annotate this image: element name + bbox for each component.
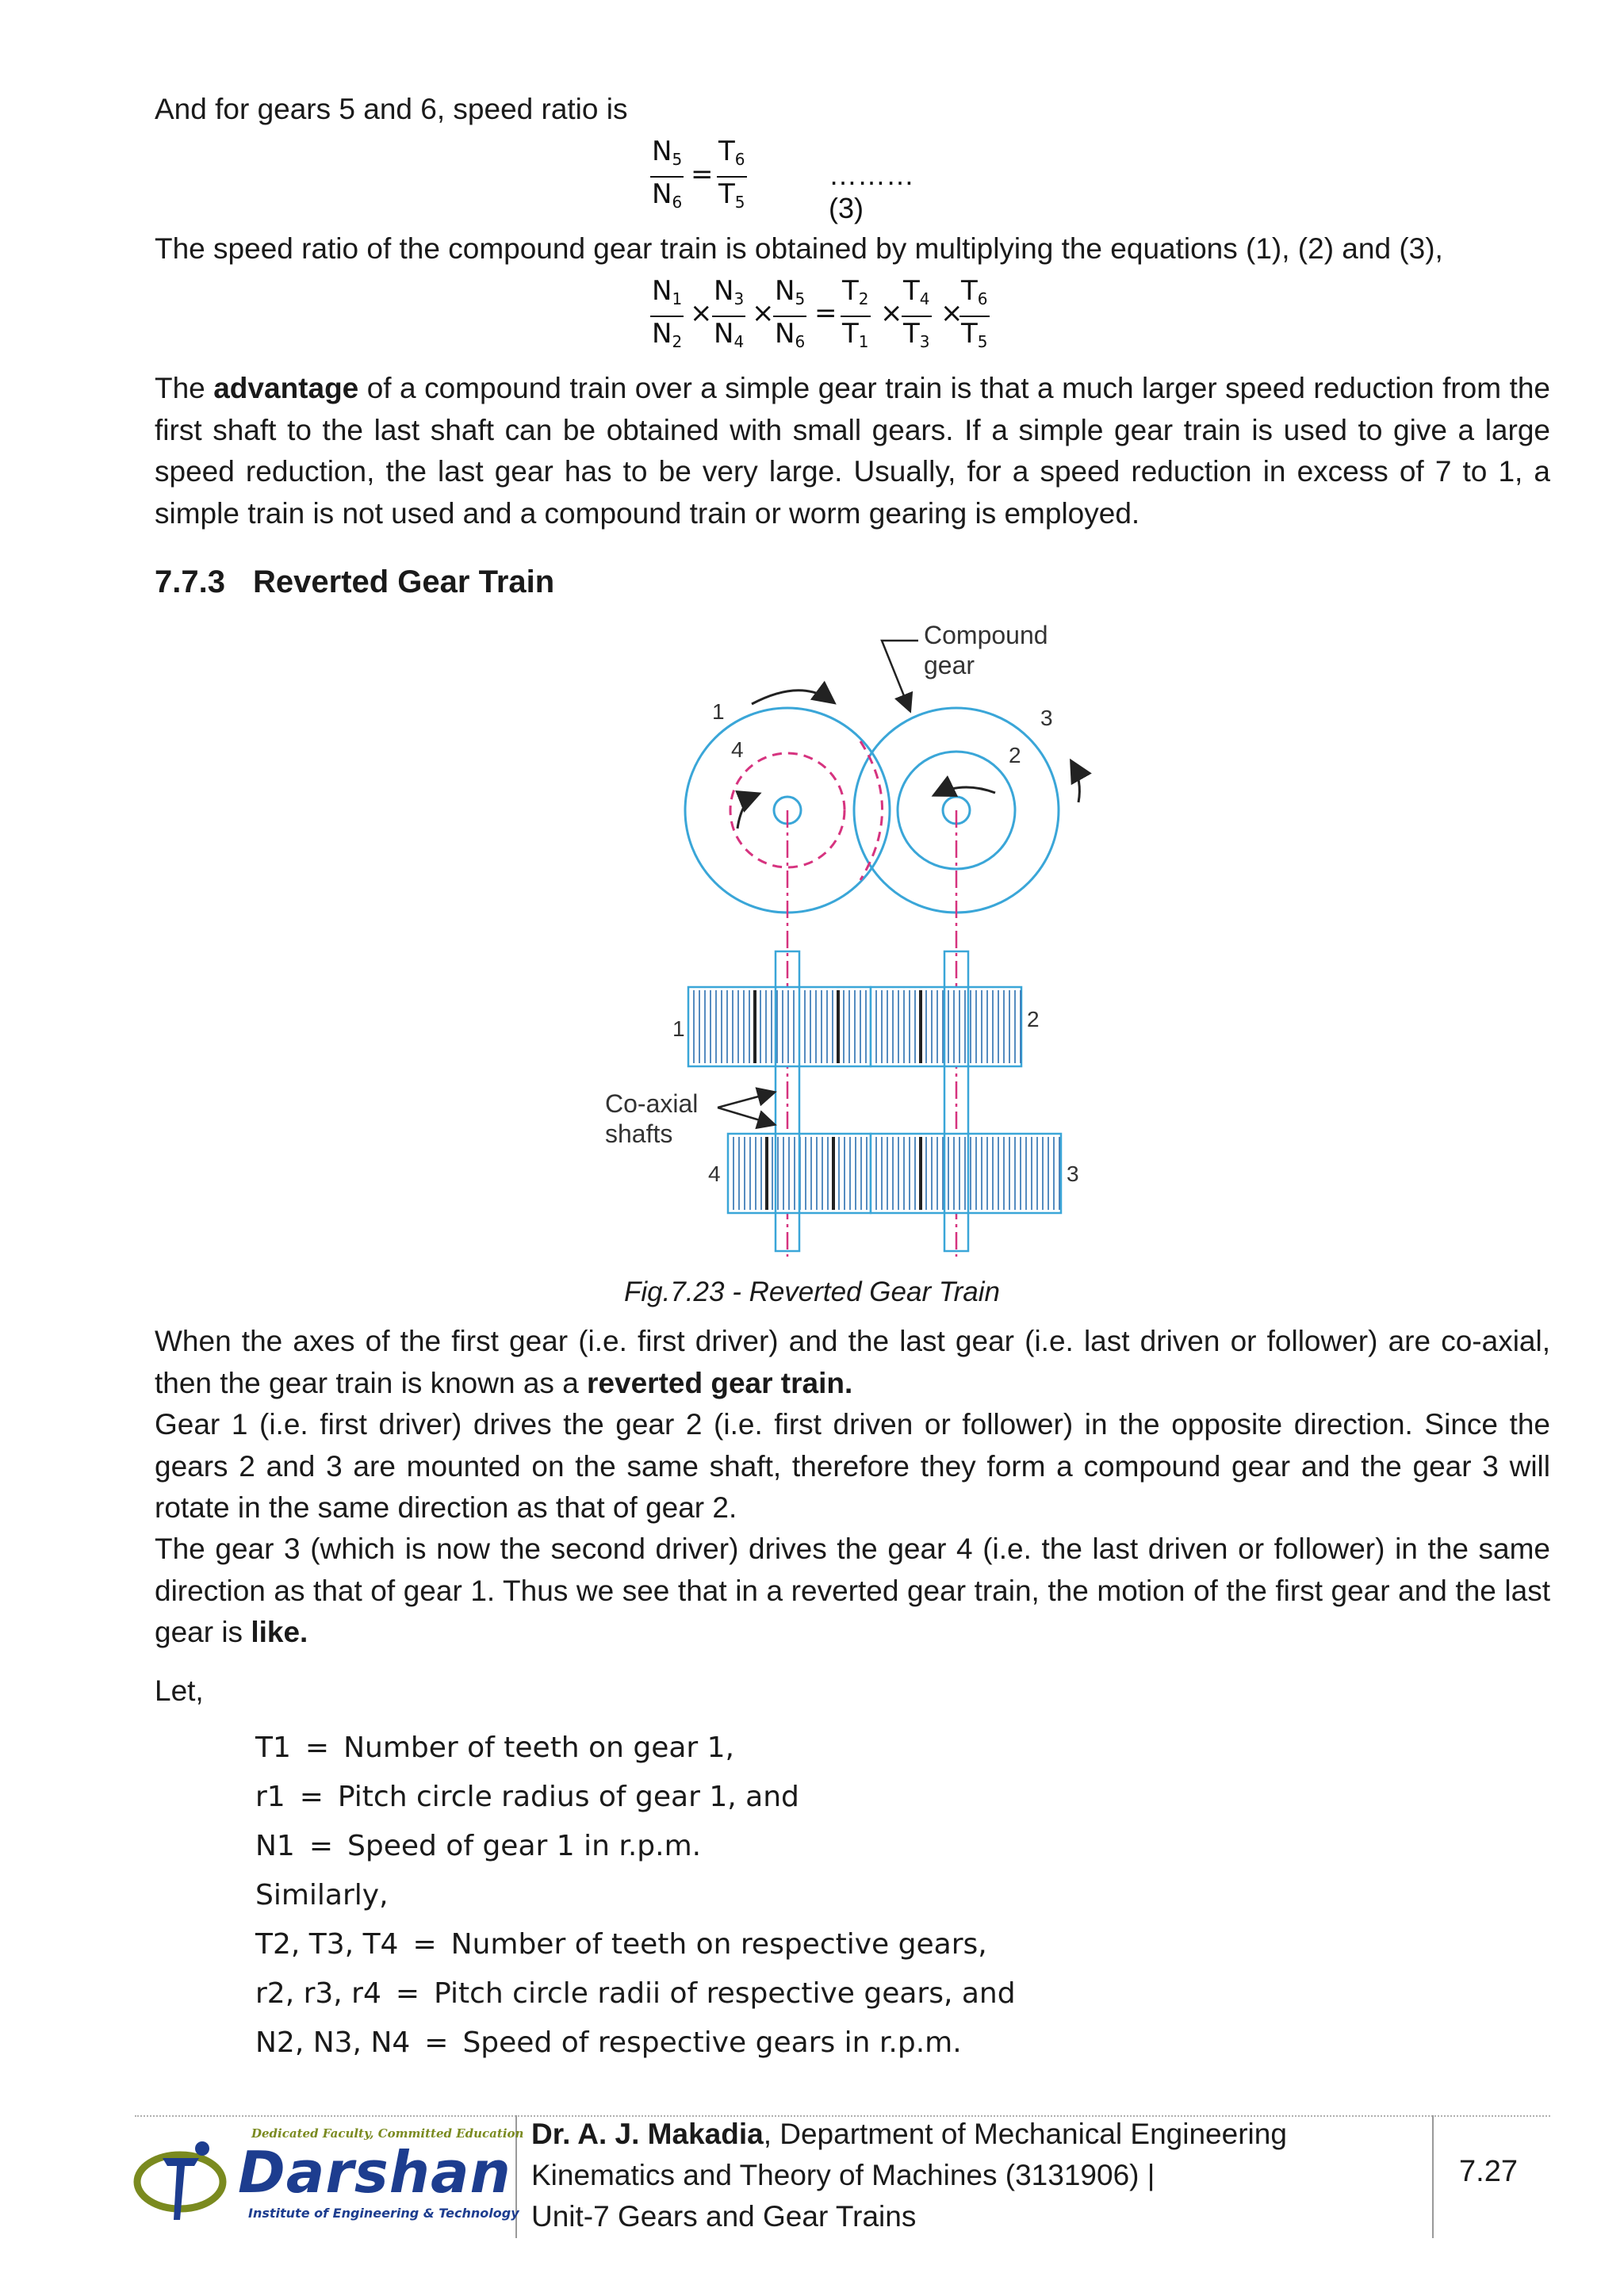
top-label-gear-1: 1 [712, 699, 725, 724]
definition-symbol: N2, N3, N4 [255, 2026, 411, 2059]
footer-author-line [531, 2114, 1287, 2155]
reverted-gear-train-figure [587, 610, 1094, 1269]
footer-info [531, 2114, 1287, 2237]
product-fraction: $\frac{T_4}{T_3}$ [903, 275, 930, 351]
definition-symbol: r1 [255, 1781, 285, 1813]
equation-number: ………(3) [829, 159, 914, 224]
times-sign: × [880, 297, 903, 329]
definition-row [255, 2019, 962, 2068]
product-fraction: $\frac{T_6}{T_5}$ [961, 275, 988, 351]
logo-brand: Darshan [238, 2139, 511, 2206]
definition-description: Similarly, [255, 1879, 389, 1911]
definition-equals: = [299, 1781, 324, 1813]
gear-4-rotation-arrow [737, 794, 757, 828]
definition-equals: = [308, 1830, 334, 1862]
gear-3-side [871, 1134, 1061, 1213]
definition-row [255, 1871, 389, 1920]
advantage-paragraph: The advantage of a compound train over a simple gear train is that a much larger speed reduction from the first shaft to the last shaft can be obtained with small gears. If a simple gear train is used to give a large speed reduction, the last gear has to be very large. Usually, for a speed reduction in excess of 7 to 1, a simple train is not used and a compound train or worm gearing is employed. [155, 372, 1550, 530]
side-label-gear-2: 2 [1027, 1007, 1040, 1031]
darshan-emblem-icon [131, 2126, 234, 2229]
gear-2-side [871, 987, 1021, 1066]
definition-symbol: T1 [255, 1732, 291, 1764]
definition-equals: = [412, 1928, 437, 1961]
definition-description: Pitch circle radius of gear 1, and [337, 1781, 799, 1813]
product-fraction: $\frac{N_3}{N_4}$ [714, 275, 745, 351]
side-label-gear-4: 4 [708, 1161, 721, 1186]
times-sign: × [752, 297, 775, 329]
definition-description: Speed of gear 1 in r.p.m. [347, 1830, 702, 1862]
coaxial-label-line1: Co-axial [605, 1089, 699, 1118]
definition-equals: = [304, 1732, 330, 1764]
intro-text: And for gears 5 and 6, speed ratio is [155, 93, 628, 125]
definition-description: Number of teeth on gear 1, [343, 1732, 735, 1764]
logo-institute: Institute of Engineering & Technology [248, 2206, 519, 2221]
equals-sign: = [814, 297, 837, 329]
top-label-gear-2: 2 [1009, 743, 1021, 767]
definition-description: Speed of respective gears in r.p.m. [462, 2026, 962, 2059]
gear-2-rotation-arrow [936, 787, 995, 794]
gear-1-rotation-arrow [752, 691, 833, 704]
coaxial-shafts-leader [718, 1093, 773, 1124]
definition-row [255, 1822, 701, 1871]
definition-row [255, 1724, 734, 1773]
gear-1-side [688, 987, 871, 1066]
definition-row [255, 1969, 1016, 2019]
gear3-paragraph: The gear 3 (which is now the second driver) drives the gear 4 (i.e. the last driven or follower) in the same direction as that of gear 1. Thus we see that in a reverted gear train, the motion of the first gear and the last gear is like. [155, 1533, 1550, 1648]
top-label-gear-4: 4 [731, 737, 744, 762]
fraction-t6-t5: $\frac{T_6}{T_5}$ [718, 136, 745, 212]
side-label-gear-1: 1 [672, 1016, 685, 1041]
definition-description: Pitch circle radii of respective gears, and [434, 1977, 1016, 2010]
reverted-definition: When the axes of the first gear (i.e. first driver) and the last gear (i.e. last driven or follower) are co-axial, then the gear train is known as a reverted gear train. [155, 1325, 1550, 1399]
darshan-logo [131, 2126, 524, 2229]
figure-caption: Fig.7.23 - Reverted Gear Train [624, 1276, 1000, 1307]
product-fraction: $\frac{T_2}{T_1}$ [842, 275, 869, 351]
top-label-gear-3: 3 [1040, 706, 1053, 730]
logo-tagline: Dedicated Faculty, Committed Education [251, 2126, 524, 2141]
times-sign: × [940, 297, 963, 329]
gear-3-rotation-arrow [1072, 763, 1079, 802]
definition-row [255, 1920, 987, 1969]
definition-equals: = [395, 1977, 420, 2010]
product-fraction: $\frac{N_1}{N_2}$ [652, 275, 683, 351]
let-text: Let, [155, 1674, 204, 1707]
section-title: Reverted Gear Train [253, 564, 555, 599]
footer-course: Kinematics and Theory of Machines (3131906) | [531, 2159, 1155, 2191]
definition-symbol: T2, T3, T4 [255, 1928, 399, 1961]
fraction-n5-n6: $\frac{N_5}{N_6}$ [652, 136, 683, 212]
definition-symbol: N1 [255, 1830, 295, 1862]
definition-row [255, 1773, 799, 1822]
section-heading [155, 564, 554, 600]
definition-symbol: r2, r3, r4 [255, 1977, 381, 2010]
definition-description: Number of teeth on respective gears, [450, 1928, 987, 1961]
section-number: 7.7.3 [155, 564, 225, 599]
gear1-paragraph: Gear 1 (i.e. first driver) drives the gear 2 (i.e. first driven or follower) in the opposite direction. Since the gears 2 and 3 are mounted on the same shaft, therefore they form a compound gear and the gear 3 will rotate in the same direction as that of gear 2. [155, 1408, 1550, 1524]
page-number: 7.27 [1459, 2155, 1518, 2188]
compound-label-line2: gear [924, 651, 975, 679]
product-fraction: $\frac{N_5}{N_6}$ [775, 275, 806, 351]
footer-unit: Unit-7 Gears and Gear Trains [531, 2200, 917, 2233]
times-sign: × [690, 297, 713, 329]
equals-sign: = [691, 159, 714, 190]
footer-divider-right [1432, 2115, 1434, 2238]
definition-equals: = [424, 2026, 449, 2059]
footer-author: Dr. A. J. Makadia [531, 2118, 764, 2150]
side-label-gear-3: 3 [1067, 1161, 1079, 1186]
compound-label-line1: Compound [924, 621, 1048, 649]
compound-gear-leader [882, 641, 918, 710]
multiply-text: The speed ratio of the compound gear train is obtained by multiplying the equations (1), (2) and (3), [155, 232, 1443, 265]
footer-department: , Department of Mechanical Engineering [763, 2118, 1287, 2150]
coaxial-label-line2: shafts [605, 1119, 673, 1148]
